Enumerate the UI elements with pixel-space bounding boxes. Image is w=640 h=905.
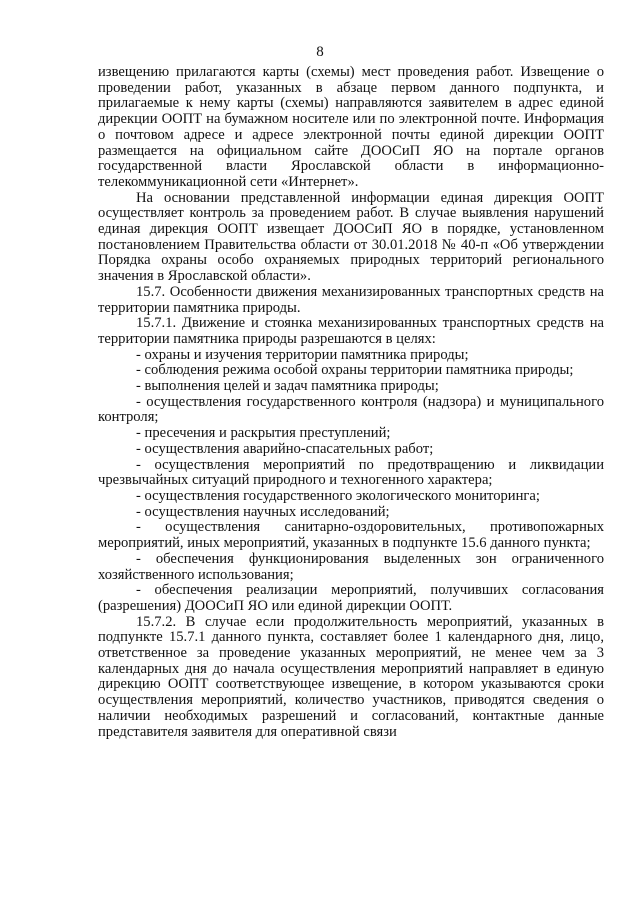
paragraph: 15.7.1. Движение и стоянка механизированных транспортных средств на территории памятника природы разрешаются в целях:	[98, 315, 604, 347]
list-item: - осуществления аварийно-спасательных работ;	[136, 440, 434, 457]
list-item: - обеспечения реализации мероприятий, получивших согласования (разрешения) ДООСиП ЯО или единой дирекции ООПТ.	[98, 582, 604, 614]
list-item: - осуществления государственного контроля (надзора) и муниципального контроля;	[98, 393, 604, 426]
paragraph: 15.7. Особенности движения механизированных транспортных средств на территории памятника природы.	[98, 283, 604, 316]
list-item: - осуществления государственного экологического мониторинга;	[136, 487, 540, 504]
list-item: - пресечения и раскрытия преступлений;	[136, 425, 391, 442]
list-item: - обеспечения функционирования выделенных зон ограниченного хозяйственного использования;	[98, 550, 604, 583]
list-item: - осуществления мероприятий по предотвращению и ликвидации чрезвычайных ситуаций природного и техногенного характера;	[98, 456, 604, 489]
list-item: - выполнения целей и задач памятника природы;	[136, 378, 439, 395]
page-number: 8	[316, 44, 324, 60]
paragraph: 15.7.2. В случае если продолжительность мероприятий, указанных в подпункте 15.7.1 данного пункта, составляет более 1 календарного дня, лицо, ответственное за проведение указанных мероприятий, не менее чем за 3 календарных дня до начала осуществления мероприятий направляет в единую дирекцию ООПТ соответствующее извещение, в котором указываются сроки осуществления мероприятий, количество участников, приводятся сведения о наличии необходимых разрешений и согласований, контактные данные представителя заявителя для оперативной связи	[98, 613, 604, 740]
list-item: - осуществления научных исследований;	[136, 503, 390, 520]
document-body	[98, 65, 604, 740]
paragraph: извещению прилагаются карты (схемы) мест проведения работ. Извещение о проведении работ, указанных в абзаце первом данного подпункта, и прилагаемые к нему карты (схемы) направляются заявителем в адрес единой дирекции ООПТ на бумажном носителе или по электронной почте. Информация о почтовом адресе и адресе электронной почты единой дирекции ООПТ размещается на официальном сайте ДООСиП ЯО на портале органов государственной власти Ярославской области в информационно-телекоммуникационной сети «Интернет».	[98, 64, 604, 190]
paragraph: На основании представленной информации единая дирекция ООПТ осуществляет контроль за проведением работ. В случае выявления нарушений единая дирекция ООПТ извещает ДООСиП ЯО в порядке, установленном постановлением Правительства области от 30.01.2018 № 40-п «Об утверждении Порядка охраны особо охраняемых природных территорий регионального значения в Ярославской области».	[98, 189, 604, 285]
list-item: - осуществления санитарно-оздоровительных, противопожарных мероприятий, иных мероприятий, указанных в подпункте 15.6 данного пункта;	[98, 519, 604, 552]
list-item: - соблюдения режима особой охраны территории памятника природы;	[136, 362, 574, 379]
list-item: - охраны и изучения территории памятника природы;	[136, 346, 469, 363]
